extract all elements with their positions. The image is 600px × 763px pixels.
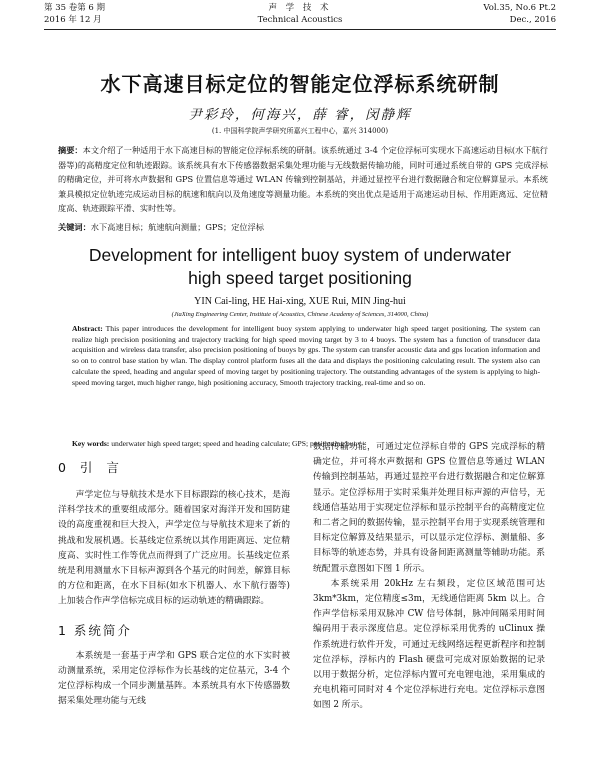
- paper-title-cn: 水下高速目标定位的智能定位浮标系统研制: [100, 72, 500, 96]
- abstract-en-text: This paper introduces the development for intelligent buoy system applying to underwater high speed target positioning. The system can realize high precision positioning and trajectory tracking for high speed moving target by 3 to 4 buoys. The system has a function of transducer data acquisition and wireless data transfer, also precision positioning of buoys by gps. The system can transfer acoustic data and gps location information and so on to control base station by wlan. The display control platform fuses all the data and displays the positioning calculating result. The system also can calculate the speed, heading and angular speed of moving target by positioning trajectory. The outstanding advantages of the system is applying to high-speed moving target, much higher range, high positioning accuracy, Smooth trajectory tracking, real-time and so on.: [72, 324, 541, 387]
- keywords-cn: [58, 222, 548, 233]
- affiliation-cn: (1. 中国科学院声学研究所嘉兴工程中心，嘉兴 314000): [211, 127, 389, 135]
- right-paragraph-1: 数据传输功能，可通过定位浮标自带的 GPS 完成浮标的精确定位，并可将水声数据和 GPS 位置信息等通过 WLAN 传输到控制基站，再通过显控平台进行数据融合和定位解算显示。定位浮标用于实时采集并处理目标声源的声信号，无线通信基站用于实现定位浮标和显示控制平台的高精度定位和二者之间的数据传输，显示控制平台用于实现系统管理和目标定位解算及结果显示，可以显示定位浮标、测量船、多目标等的轨迹态势，并具有设备间距离测量等辅助功能。系统配置示意图如下图 1 所示。: [313, 442, 545, 574]
- keywords-en-text: underwater high speed target; speed and heading calculate; GPS; positioning buoy: [111, 439, 362, 448]
- keywords-cn-text: 水下高速目标；航速航向测量；GPS；定位浮标: [90, 222, 264, 232]
- section-1-heading: 1 系统简介: [58, 622, 132, 638]
- keywords-en-label: Key words:: [72, 439, 110, 448]
- journal-name-en: Technical Acoustics: [257, 15, 343, 25]
- right-paragraph-2: 本系统采用 20kHz 左右频段，定位区域范围可达 3km*3km，定位精度≤3m，无线通信距离 5km 以上。合作声学信标采用双脉冲 CW 信号体制，脉冲间隔采用时间编码用于表示深度信息。定位浮标采用优秀的 uClinux 操作系统进行软件开发，可通过无线网络远程更新程序和控制定位浮标，浮标内的 Flash 硬盘可完成对原始数据的记录以用于数据分析，定位浮标内置可充电锂电池，采用集成的充电机箱可同时对 4 个定位浮标进行充电。定位浮标示意图如图 2 所示。: [313, 578, 545, 711]
- paper-title-en: Development for intelligent buoy system of underwater high speed target positioning: [88, 245, 512, 288]
- journal-name-cn: 声 学 技 术: [268, 3, 332, 13]
- header-center: [44, 2, 556, 26]
- running-header: [44, 2, 556, 30]
- header-date-en: Dec., 2016: [509, 15, 556, 25]
- header-date-cn: 2016 年 12 月: [44, 15, 102, 25]
- abstract-en-label: Abstract:: [72, 324, 103, 333]
- authors-en: YIN Cai-ling, HE Hai-xing, XUE Rui, MIN Jing-hui: [194, 296, 406, 307]
- abstract-en: [72, 324, 540, 388]
- header-divider: [44, 29, 556, 30]
- left-column: [58, 458, 290, 709]
- abstract-cn: [58, 143, 548, 216]
- right-column: [313, 440, 545, 714]
- section-0-paragraph: 声学定位与导航技术是水下目标跟踪的核心技术，是海洋科学技术的重要组成部分。随着国家对海洋开发和国防建设的高度重视和巨大投入，声学定位与导航技术迎来了新的挑战和发展机遇。长基线定位系统以其作用距离远、定位精度高、实时性工作等优点而得到了广泛应用。长基线定位系统是利用测量水下目标声源到各个基元的时间差，解算目标的方位和距离，在水下目标(如水下机器人、水下航行器等)上加装合作声学信标完成目标的运动轨迹的精确跟踪。: [58, 490, 290, 607]
- affiliation-en: (JiaXing Engineering Center, Institute of Acoustics, Chinese Academy of Sciences, 314000, China): [171, 311, 429, 318]
- keywords-cn-label: 关键词：: [58, 222, 91, 232]
- abstract-cn-text: 本文介绍了一种适用于水下高速目标的智能定位浮标系统的研制。该系统通过 3-4 个定位浮标可实现水下高速运动目标(水下航行器等)的高精度定位和轨迹跟踪。该系统具有水下传感器数据采集处理功能与无线数据传输功能，同时可通过系统自带的 GPS 完成浮标的精确定位，并可将水声数据和 GPS 位置信息等通过 WLAN 传输到控制基站，并通过显控平台进行数据融合和定位解算显示。本系统兼具模拟定位轨迹完成运动目标的航速和航向以及角速度等测量功能。本系统的突出优点是适用于高速运动目标、作用距离远、定位精度高、轨迹跟踪平滑、实时性等。: [58, 145, 548, 213]
- header-right: [483, 2, 556, 26]
- header-volume-cn: 第 35 卷第 6 期: [44, 3, 106, 13]
- section-1-paragraph: 本系统是一套基于声学和 GPS 联合定位的水下实时被动测量系统，采用定位浮标作为长基线的定位基元，3-4 个定位浮标构成一个同步测量基阵。本系统具有水下传感器数据采集处理功能与无线: [58, 650, 290, 707]
- section-0-heading: 0 引 言: [58, 460, 124, 475]
- header-volume-en: Vol.35, No.6 Pt.2: [483, 3, 556, 13]
- authors-cn: 尹彩玲，何海兴，薛 睿，闵静辉: [188, 107, 412, 123]
- abstract-cn-label: 摘要：: [58, 145, 83, 155]
